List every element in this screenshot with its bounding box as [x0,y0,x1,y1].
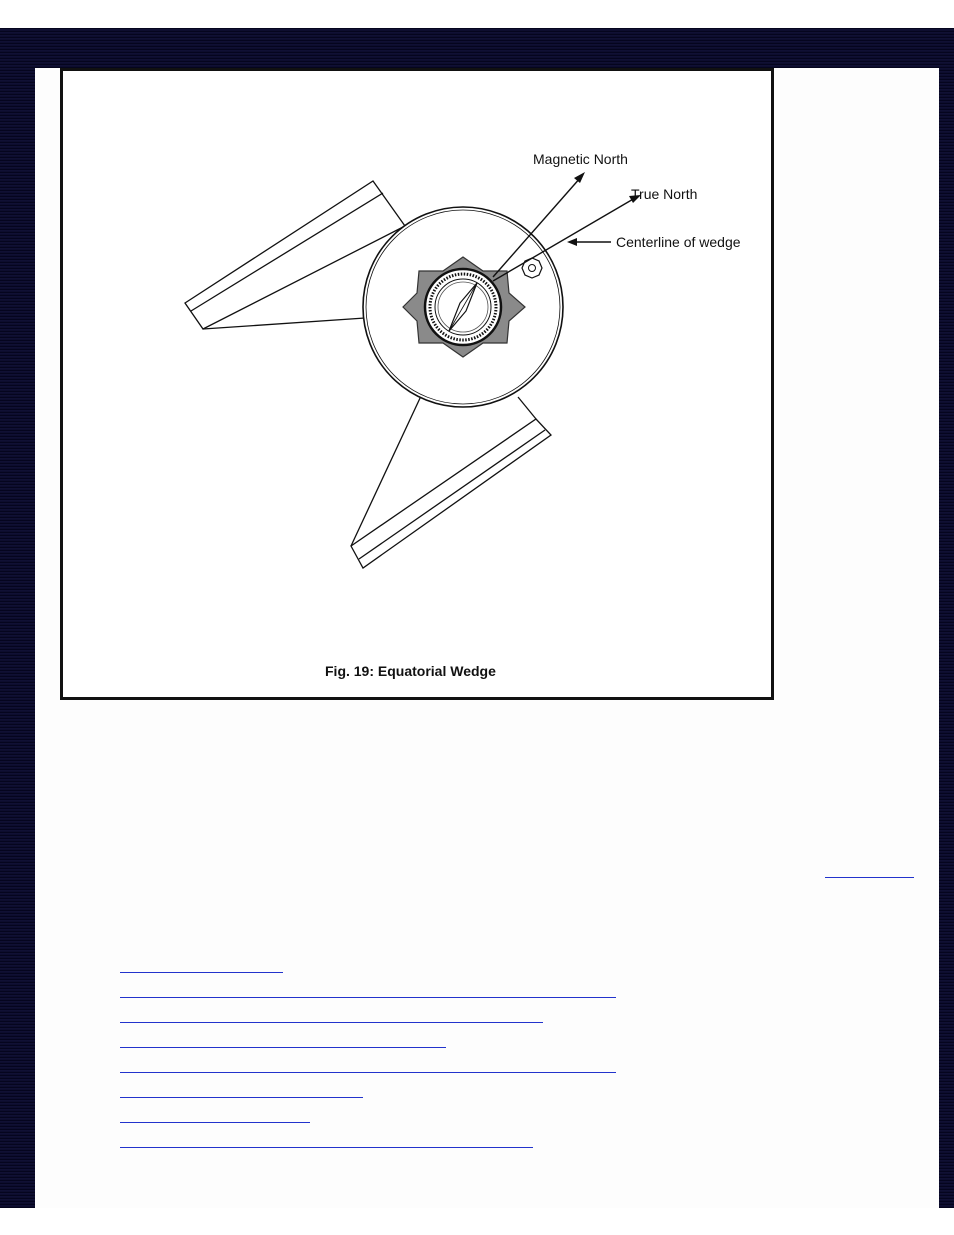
link-1[interactable] [120,958,283,973]
equatorial-wedge-figure [60,68,774,700]
lower-leg [351,396,551,568]
compass-icon [425,269,501,345]
wedge-diagram [63,71,771,697]
content-area [35,68,939,1208]
page-frame [0,28,954,1208]
link-5[interactable] [120,1058,616,1073]
centerline-arrow [567,238,611,246]
link-6[interactable] [120,1083,363,1098]
link-7[interactable] [120,1108,310,1123]
link-8[interactable] [120,1133,533,1148]
link-4[interactable] [120,1033,446,1048]
link-2[interactable] [120,983,616,998]
true-north-label: True North [631,186,698,202]
bolt-icon [522,258,542,278]
figure-caption: Fig. 19: Equatorial Wedge [325,663,496,679]
magnetic-north-label: Magnetic North [533,151,628,167]
link-3[interactable] [120,1008,543,1023]
side-link[interactable] [825,863,914,878]
centerline-label: Centerline of wedge [616,234,741,250]
